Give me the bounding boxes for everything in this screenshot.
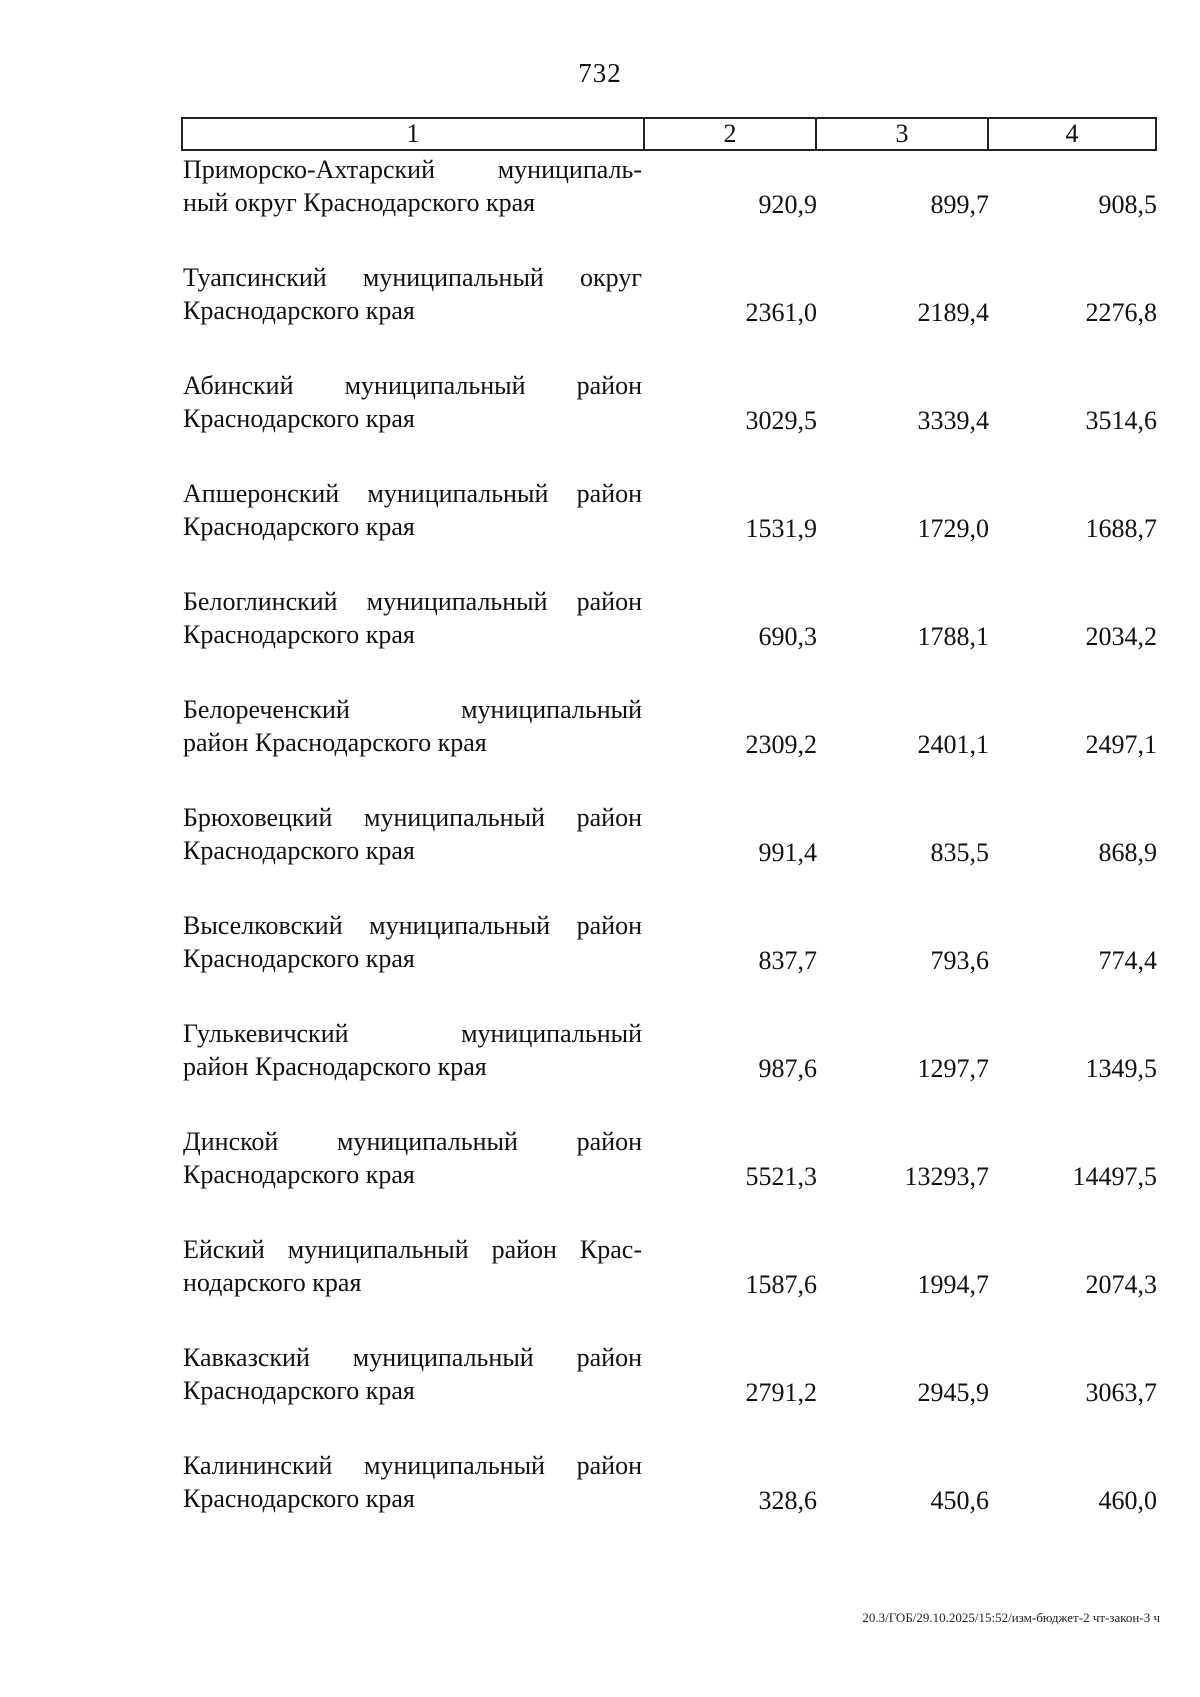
row-name [183, 585, 642, 651]
row-name-line: Краснодарского края [183, 1160, 415, 1189]
value-col-4: 2034,2 [1085, 622, 1157, 651]
value-col-2: 987,6 [758, 1054, 817, 1083]
row-name-line: Краснодарского края [183, 836, 415, 865]
value-col-3: 793,6 [930, 946, 989, 975]
row-name-line: нодарского края [183, 1268, 362, 1297]
table-row [183, 693, 1157, 801]
value-col-2: 3029,5 [745, 406, 817, 435]
row-name [183, 1341, 642, 1407]
row-name-line: Белореченский муниципальный [183, 695, 642, 724]
header-cell-2: 2 [645, 119, 817, 149]
row-name [183, 909, 642, 975]
page-number: 732 [578, 58, 622, 88]
row-name [183, 1449, 642, 1515]
row-name-line: район Краснодарского края [183, 1052, 487, 1081]
table-row [183, 153, 1157, 261]
header-cell-1: 1 [183, 119, 645, 149]
row-name-line: Приморско-Ахтарский муниципаль- [183, 155, 642, 184]
row-name-line: Ейский муниципальный район Крас- [183, 1235, 642, 1264]
table-row [183, 1017, 1157, 1125]
value-col-4: 868,9 [1098, 838, 1157, 867]
row-name-line: район Краснодарского края [183, 728, 487, 757]
row-name-line: Туапсинский муниципальный округ [183, 263, 642, 292]
table-header [181, 117, 1157, 151]
row-name-line: Выселковский муниципальный район [183, 911, 642, 940]
value-col-4: 1688,7 [1085, 514, 1157, 543]
table-row [183, 909, 1157, 1017]
value-col-4: 908,5 [1098, 190, 1157, 219]
value-col-3: 13293,7 [904, 1162, 989, 1191]
table-row [183, 261, 1157, 369]
value-col-3: 2189,4 [917, 298, 989, 327]
value-col-4: 1349,5 [1085, 1054, 1157, 1083]
document-footer-code: 20.3/ГОБ/29.10.2025/15:52/изм-бюджет-2 чт-закон-3 ч [862, 1610, 1160, 1625]
row-name [183, 1233, 642, 1299]
row-name [183, 1017, 642, 1083]
value-col-3: 899,7 [930, 190, 989, 219]
table-row [183, 1125, 1157, 1233]
value-col-2: 2361,0 [745, 298, 817, 327]
row-name [183, 369, 642, 435]
value-col-4: 2276,8 [1085, 298, 1157, 327]
value-col-2: 5521,3 [745, 1162, 817, 1191]
table-row [183, 1233, 1157, 1341]
value-col-4: 14497,5 [1072, 1162, 1157, 1191]
value-col-2: 328,6 [758, 1486, 817, 1515]
value-col-4: 3514,6 [1085, 406, 1157, 435]
value-col-2: 2791,2 [745, 1378, 817, 1407]
row-name-line: Краснодарского края [183, 944, 415, 973]
value-col-3: 2401,1 [917, 730, 989, 759]
row-name-line: Абинский муниципальный район [183, 371, 642, 400]
value-col-2: 2309,2 [745, 730, 817, 759]
value-col-3: 835,5 [930, 838, 989, 867]
row-name-line: Кавказский муниципальный район [183, 1343, 642, 1372]
row-name-line: Калининский муниципальный район [183, 1451, 642, 1480]
row-name-line: Белоглинский муниципальный район [183, 587, 642, 616]
value-col-3: 1788,1 [917, 622, 989, 651]
table-row [183, 1341, 1157, 1449]
row-name [183, 477, 642, 543]
row-name-line: Краснодарского края [183, 620, 415, 649]
row-name [183, 153, 642, 219]
value-col-4: 3063,7 [1085, 1378, 1157, 1407]
value-col-2: 690,3 [758, 622, 817, 651]
value-col-4: 774,4 [1098, 946, 1157, 975]
value-col-3: 2945,9 [917, 1378, 989, 1407]
table-row [183, 801, 1157, 909]
header-cell-3: 3 [817, 119, 989, 149]
value-col-3: 450,6 [930, 1486, 989, 1515]
row-name-line: Краснодарского края [183, 404, 415, 433]
table-row [183, 585, 1157, 693]
row-name [183, 801, 642, 867]
value-col-4: 2074,3 [1085, 1270, 1157, 1299]
row-name [183, 261, 642, 327]
value-col-3: 3339,4 [917, 406, 989, 435]
row-name-line: Гулькевичский муниципальный [183, 1019, 642, 1048]
value-col-4: 460,0 [1098, 1486, 1157, 1515]
row-name [183, 693, 642, 759]
value-col-3: 1729,0 [917, 514, 989, 543]
row-name-line: Апшеронский муниципальный район [183, 479, 642, 508]
value-col-4: 2497,1 [1085, 730, 1157, 759]
value-col-2: 837,7 [758, 946, 817, 975]
header-cell-4: 4 [1065, 119, 1079, 148]
row-name [183, 1125, 642, 1191]
value-col-2: 991,4 [758, 838, 817, 867]
value-col-2: 1587,6 [745, 1270, 817, 1299]
row-name-line: Краснодарского края [183, 512, 415, 541]
row-name-line: Брюховецкий муниципальный район [183, 803, 642, 832]
row-name-line: Динской муниципальный район [183, 1127, 642, 1156]
row-name-line: ный округ Краснодарского края [183, 188, 536, 217]
table-row [183, 1449, 1157, 1557]
table-row [183, 477, 1157, 585]
table-body [183, 153, 1157, 1557]
table-row [183, 369, 1157, 477]
value-col-3: 1297,7 [917, 1054, 989, 1083]
value-col-2: 920,9 [758, 190, 817, 219]
value-col-3: 1994,7 [917, 1270, 989, 1299]
row-name-line: Краснодарского края [183, 296, 415, 325]
value-col-2: 1531,9 [745, 514, 817, 543]
row-name-line: Краснодарского края [183, 1376, 415, 1405]
row-name-line: Краснодарского края [183, 1484, 415, 1513]
